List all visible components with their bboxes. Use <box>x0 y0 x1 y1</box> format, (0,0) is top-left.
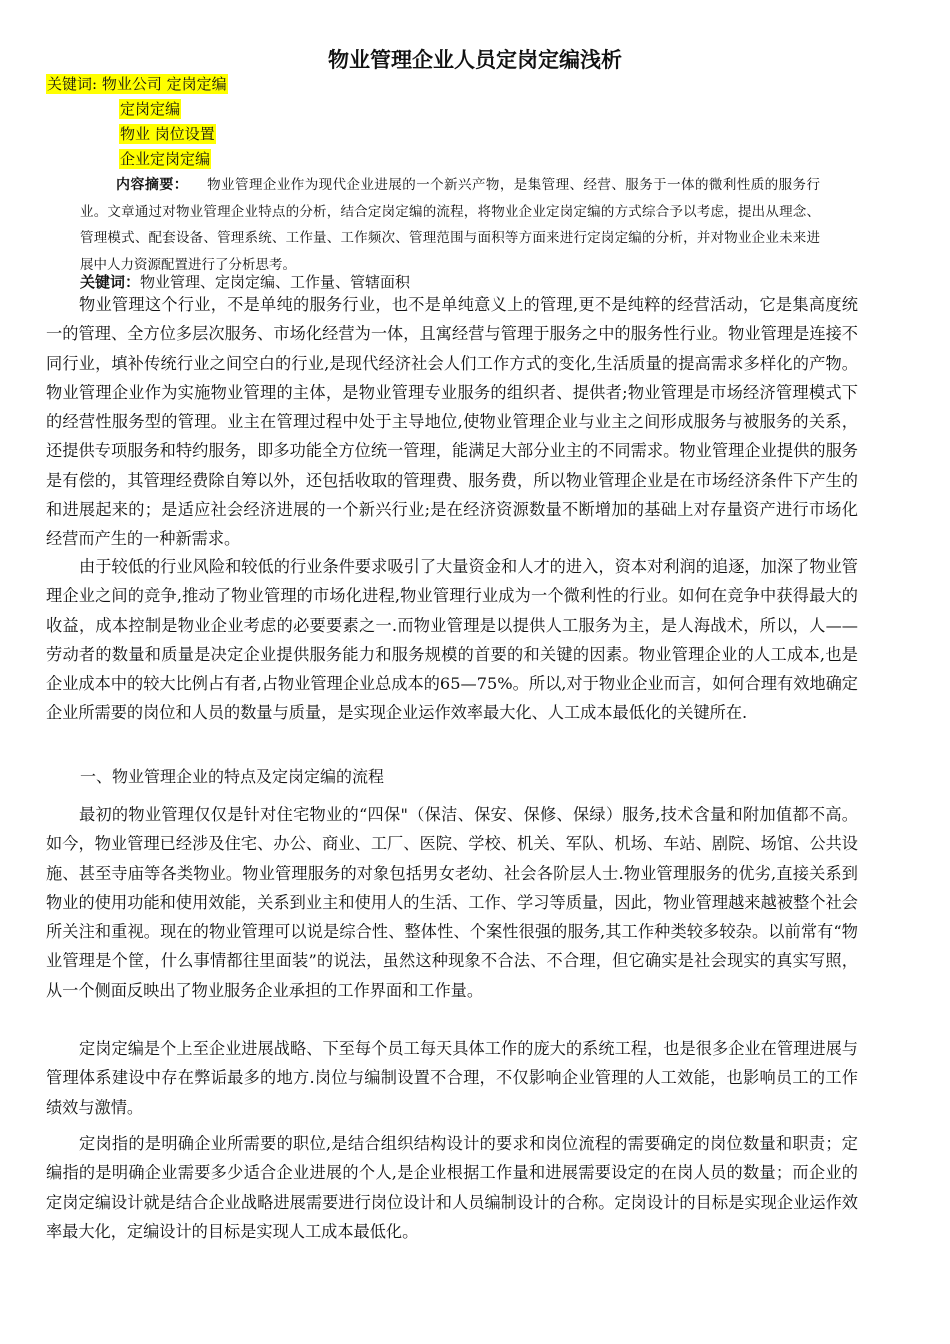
body-paragraph: 最初的物业管理仅仅是针对住宅物业的“四保"（保洁、保安、保修、保绿）服务,技术含量和附加值都不高。如今，物业管理已经涉及住宅、办公、商业、工厂、医院、学校、机关、军队、机场、车站、剧院、场馆、公共设施、甚至寺庙等各类物业。物业管理服务的对象包括男女老幼、社会各阶层人士.物业管理服务的优劣,直接关系到物业的使用功能和使用效能，关系到业主和使用人的生活、工作、学习等质量，因此，物业管理越来越被整个社会所关注和重视。现在的物业管理可以说是综合性、整体性、个案性很强的服务,其工作种类较多较杂。以前常有“物业管理是个筐，什么事情都往里面装”的说法，虽然这种现象不合法、不合理，但它确实是社会现实的真实写照，从一个侧面反映出了物业服务企业承担的工作界面和工作量。 <box>46 805 858 1000</box>
abstract-label: 内容摘要： <box>116 177 189 193</box>
body-paragraph: 由于较低的行业风险和较低的行业条件要求吸引了大量资金和人才的进入，资本对利润的追逐，加深了物业管理企业之间的竞争,推动了物业管理的市场化进程,物业管理行业成为一个微利性的行业。如何在竞争中获得最大的收益，成本控制是物业企业考虑的必要要素之一.而物业管理是以提供人工服务为主，是人海战术，所以，人——劳动者的数量和质量是决定企业提供服务能力和服务规模的首要的和关键的因素。物业管理企业的人工成本,也是企业成本中的较大比例占有者,占物业管理企业总成本的65—75%。所以,对于物业企业而言，如何合理有效地确定企业所需要的岗位和人员的数量与质量，是实现企业运作效率最大化、人工成本最低化的关键所在. <box>46 557 858 723</box>
body-paragraph: 物业管理这个行业，不是单纯的服务行业，也不是单纯意义上的管理,更不是纯粹的经营活动，它是集高度统一的管理、全方位多层次服务、市场化经营为一体，且寓经营与管理于服务之中的服务性行业。物业管理是连接不同行业，填补传统行业之间空白的行业,是现代经济社会人们工作方式的变化,生活质量的提高需求多样化的产物。物业管理企业作为实施物业管理的主体，是物业管理专业服务的组织者、提供者;物业管理是市场经济管理模式下的经营性服务型的管理。业主在管理过程中处于主导地位,使物业管理企业与业主之间形成服务与被服务的关系，还提供专项服务和特约服务，即多功能全方位统一管理，能满足大部分业主的不同需求。物业管理企业提供的服务是有偿的，其管理经费除自筹以外，还包括收取的管理费、服务费，所以物业管理企业是在市场经济条件下产生的和进展起来的；是适应社会经济进展的一个新兴行业;是在经济资源数量不断增加的基础上对存量资产进行市场化经营而产生的一种新需求。 <box>46 295 858 549</box>
abstract-text: 物业管理企业作为现代企业进展的一个新兴产物，是集管理、经营、服务于一体的微利性质的服务行业。文章通过对物业管理企业特点的分析，结合定岗定编的流程，将物业企业定岗定编的方式综合予以考虑，提出从理念、管理模式、配套设备、管理系统、工作量、工作频次、管理范围与面积等方面来进行定岗定编的分析，并对物业企业未来进展中人力资源配置进行了分析思考。 <box>80 177 821 273</box>
body-paragraph: 定岗定编是个上至企业进展战略、下至每个员工每天具体工作的庞大的系统工程，也是很多企业在管理进展与管理体系建设中存在弊诟最多的地方.岗位与编制设置不合理，不仅影响企业管理的人工效能，也影响员工的工作绩效与激情。 <box>46 1039 858 1117</box>
highlighted-keyword-line: 定岗定编 <box>120 100 181 118</box>
highlighted-keyword-line: 企业定岗定编 <box>120 150 211 168</box>
section-heading: 一、物业管理企业的特点及定岗定编的流程 <box>80 767 385 786</box>
highlighted-keyword-line: 物业 岗位设置 <box>120 125 215 143</box>
highlighted-keyword-line: 关键词: 物业公司 定岗定编 <box>47 75 227 93</box>
abstract-block <box>80 172 820 278</box>
keywords-text: 物业管理、定岗定编、工作量、管辖面积 <box>140 273 411 291</box>
body-paragraph: 定岗指的是明确企业所需要的职位,是结合组织结构设计的要求和岗位流程的需要确定的岗位数量和职责；定编指的是明确企业需要多少适合企业进展的个人,是企业根据工作量和进展需要设定的在岗人员的数量；而企业的定岗定编设计就是结合企业战略进展需要进行岗位设计和人员编制设计的合称。定岗设计的目标是实现企业运作效率最大化，定编设计的目标是实现人工成本最低化。 <box>46 1134 858 1241</box>
keywords-label: 关键词： <box>80 273 141 291</box>
document-title: 物业管理企业人员定岗定编浅析 <box>328 48 622 72</box>
